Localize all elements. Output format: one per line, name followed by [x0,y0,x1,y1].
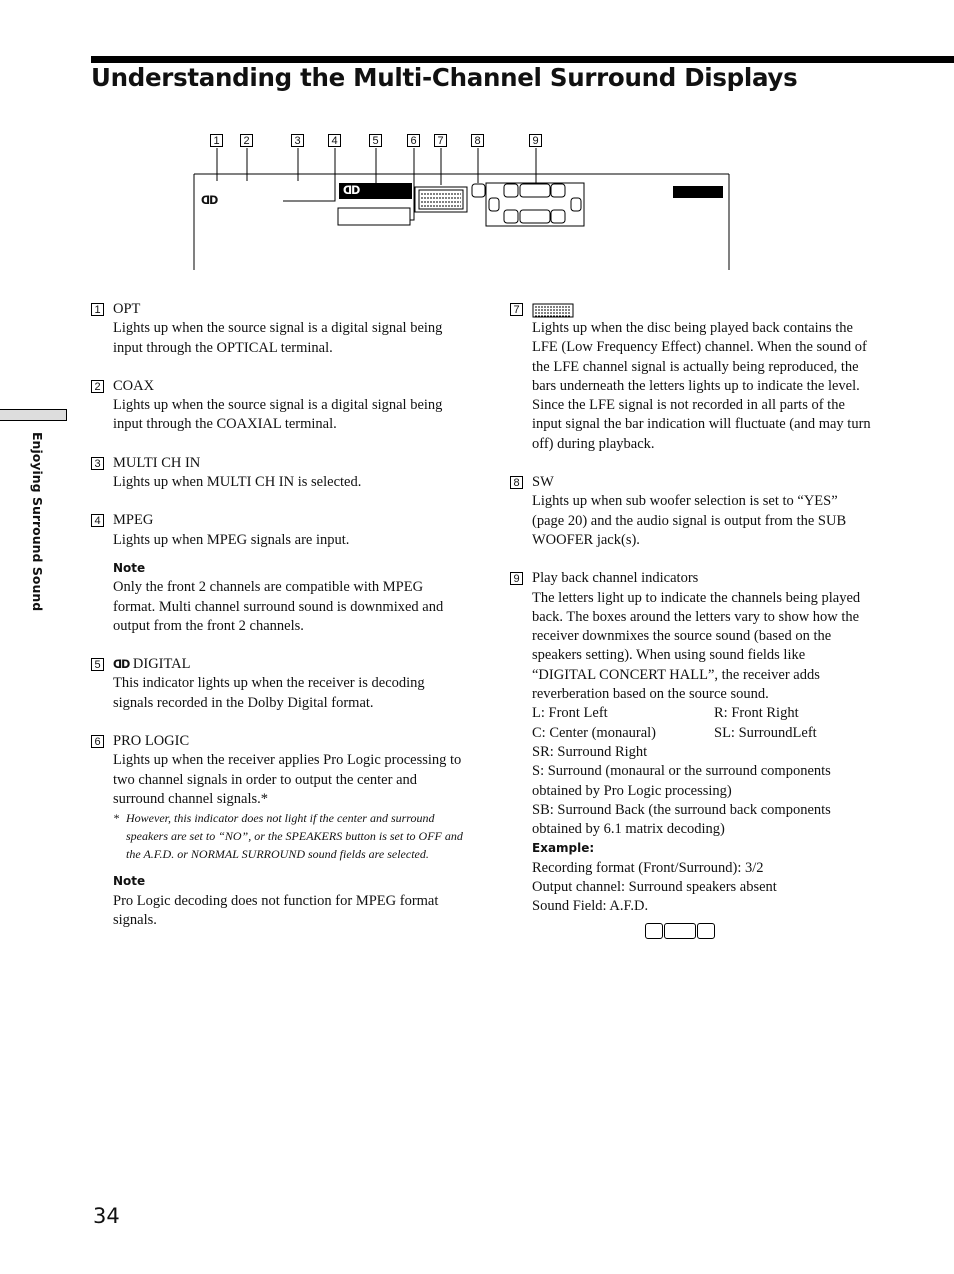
item-text: The letters light up to indicate the channels being played back. The boxes around the letters vary to show how the receiver downmixes the source sound (based on the speakers setting). When using sound fields like “DIGITAL CONCERT HALL”, the receiver adds reverberation based on the source sound. [532,589,861,703]
item-title: Play back channel indicators [532,570,699,587]
left-column [91,300,466,949]
note-heading: Note [113,874,146,889]
list-item-mpeg [91,511,466,636]
list-item-opt [91,300,466,358]
example-line: Output channel: Surround speakers absent [532,879,777,896]
front-right-box [697,923,715,939]
right-column [510,300,872,958]
item-title: SW [532,474,554,491]
item-number: 2 [91,380,104,393]
channel-sb: SB: Surround Back (the surround back components obtained by 6.1 matrix decoding) [532,801,831,838]
list-item-dolby-digital [91,655,466,713]
item-text: Lights up when sub woofer selection is set to “YES” (page 20) and the audio signal is output from the SUB WOOFER jack(s). [532,493,847,548]
callout-3: 3 [291,134,304,147]
item-number: 9 [510,572,523,585]
item-number: 7 [510,303,523,316]
section-label: Enjoying Surround Sound [30,432,45,612]
channel-row [532,704,872,723]
list-item-channels [510,569,872,938]
list-item-coax [91,377,466,435]
item-title-text: DIGITAL [132,656,191,673]
channel-s: S: Surround (monaural or the surround components obtained by Pro Logic processing) [532,763,831,799]
item-text: Lights up when MPEG signals are input. [113,531,350,548]
example-line: Sound Field: A.F.D. [532,898,649,915]
callout-6: 6 [407,134,420,147]
item-title: MULTI CH IN [113,454,201,471]
channel-r: R: Front Right [714,705,799,722]
section-tab [0,409,67,421]
item-text: Lights up when the receiver applies Pro Logic processing to two channel signals in order to output the center and surround channel signals.* [113,752,462,807]
callout-4: 4 [328,134,341,147]
list-item-lfe [510,300,872,454]
list-item-sw [510,473,872,550]
item-title [113,655,466,674]
item-text: Lights up when the disc being played back contains the LFE (Low Frequency Effect) channel. When the sound of the LFE channel signal is actually being reproduced, the bars underneath the letters lights up to indicate the level. Since the LFE signal is not recorded in all parts of the input signal the bar indication will fluctuate (and may turn off) during playback. [532,320,871,452]
dolby-logo-icon: ᗡᗞ [113,658,130,672]
item-text: Lights up when MULTI CH IN is selected. [113,474,362,491]
channel-sr: SR: Surround Right [532,743,648,760]
footnote-text: However, this indicator does not light if the center and surround speakers are set to “NO”, or the SPEAKERS button is set to OFF and the A.F.D. or NORMAL SURROUND sound fields are selected. [126,811,463,862]
callout-9: 9 [529,134,542,147]
page-title: Understanding the Multi-Channel Surround Displays [91,63,798,92]
channel-c: C: Center (monaural) [532,724,657,741]
item-number: 4 [91,514,104,527]
item-text: Lights up when the source signal is a digital signal being input through the OPTICAL terminal. [113,320,443,356]
lfe-bars-icon [532,300,872,319]
item-title: OPT [113,301,141,317]
item-title: MPEG [113,512,154,529]
list-item-pro-logic [91,732,466,930]
channel-l: L: Front Left [532,705,608,722]
front-left-box [645,923,663,939]
item-title: COAX [113,377,155,394]
note-heading: Note [113,560,146,575]
example-heading: Example: [532,841,595,856]
callout-1: 1 [210,134,223,147]
channel-sl: SL: SurroundLeft [714,724,817,741]
item-text: This indicator lights up when the receiver is decoding signals recorded in the Dolby Digital format. [113,675,425,711]
page-number: 34 [93,1204,120,1228]
item-title: PRO LOGIC [113,733,190,750]
example-line: Recording format (Front/Surround): 3/2 [532,859,764,876]
note-text: Pro Logic decoding does not function for MPEG format signals. [113,892,439,928]
callout-5: 5 [369,134,382,147]
callout-2: 2 [240,134,253,147]
dolby-digital-indicator: ᗡᗞ [343,184,360,197]
callout-8: 8 [471,134,484,147]
list-item-multi-ch-in [91,454,466,493]
display-panel [0,0,954,300]
item-number: 1 [91,303,104,316]
example-channel-icon [645,923,872,939]
item-number: 5 [91,658,104,671]
item-text: Lights up when the source signal is a digital signal being input through the COAXIAL terminal. [113,397,443,433]
channel-row [532,724,872,743]
note-text: Only the front 2 channels are compatible with MPEG format. Multi channel surround sound is downmixed and output from the front 2 channels. [113,579,444,634]
item-number: 8 [510,476,523,489]
footnote [113,809,466,863]
center-box [664,923,696,939]
item-number: 3 [91,457,104,470]
dolby-logo-icon: ᗡᗞ [201,194,218,207]
item-number: 6 [91,735,104,748]
footnote-mark: * [113,811,119,826]
callout-7: 7 [434,134,447,147]
